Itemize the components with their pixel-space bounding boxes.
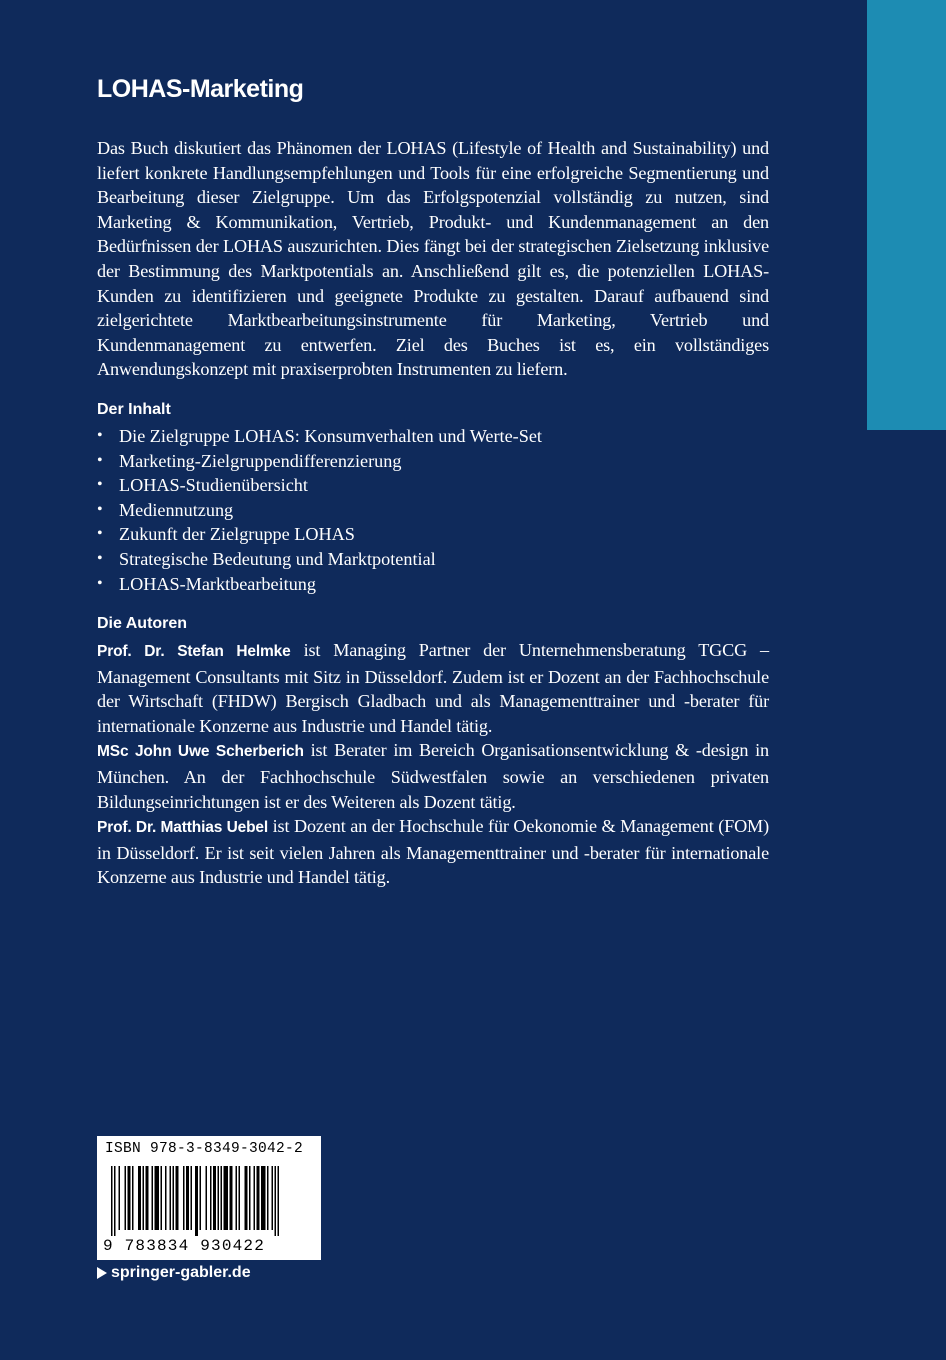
barcode-bar <box>155 1166 160 1230</box>
barcode-bar <box>239 1166 241 1230</box>
barcode-bar <box>213 1166 216 1230</box>
author-name: MSc John Uwe Scherberich <box>97 743 304 761</box>
barcode-bar <box>138 1166 141 1230</box>
list-item: • Marketing-Zielgruppendifferenzierung <box>97 449 769 474</box>
barcode-bar <box>206 1166 208 1230</box>
author-text: ist Managing Partner der Unternehmensberatung TGCG – Management Consultants mit Sitz in Düsseldorf. Zudem ist er Dozent an der Fachhochschule der Wirtschaft (FHDW) Bergisch Gladbach und als Managementtrainer und -berater für internationale Konzerne aus Industrie und Handel tätig. <box>97 640 770 736</box>
author-name: Prof. Dr. Stefan Helmke <box>97 643 291 661</box>
barcode-graphic <box>103 1166 315 1236</box>
barcode-bar <box>186 1166 189 1230</box>
barcode-bar <box>245 1166 248 1230</box>
authors-heading: Die Autoren <box>97 615 188 633</box>
barcode-bar <box>114 1166 116 1236</box>
list-item: • LOHAS-Studienübersicht <box>97 473 769 498</box>
barcode-bar <box>224 1166 229 1230</box>
barcode-bar <box>191 1166 193 1230</box>
isbn-barcode <box>97 1136 321 1260</box>
barcode-bar <box>170 1166 172 1230</box>
author-bio <box>97 814 769 890</box>
isbn-label: ISBN 978-3-8349-3042-2 <box>105 1141 304 1157</box>
back-cover-content <box>97 70 769 890</box>
author-bio <box>97 738 769 814</box>
barcode-bar <box>119 1166 121 1230</box>
barcode-bar <box>257 1166 260 1230</box>
list-item: • Strategische Bedeutung und Marktpotential <box>97 547 769 572</box>
barcode-bar <box>254 1166 256 1230</box>
barcode-bar <box>200 1166 202 1230</box>
author-text: ist Berater im Bereich Organisationsentwicklung & -design in München. An der Fachhochschule Südwestfalen sowie an verschiedenen privaten Bildungseinrichtungen ist er des Weiteren als Dozent tätig. <box>97 740 769 812</box>
barcode-bar <box>278 1166 280 1236</box>
barcode-bar <box>125 1166 127 1230</box>
list-item: • Die Zielgruppe LOHAS: Konsumverhalten und Werte-Set <box>97 424 769 449</box>
barcode-bar <box>173 1166 175 1230</box>
barcode-bar <box>146 1166 149 1230</box>
barcode-bar <box>218 1166 220 1230</box>
book-description: Das Buch diskutiert das Phänomen der LOHAS (Lifestyle of Health and Sustainability) und liefert konkrete Handlungsempfehlungen und Tools für eine erfolgreiche Segmentierung und Bearbeitung dieser Zielgruppe. Um das Erfolgspotenzial vollständig zu nutzen, sind Marketing & Kommunikation, Vertrieb, Produkt- und Kundenmanagement an den Bedürfnissen der LOHAS auszurichten. Dies fängt bei der strategischen Zielsetzung inklusive der Bestimmung des Marktpotentials an. Anschließend gilt es, die potenziellen LOHAS-Kunden zu identifizieren und geeignete Produkte zu gestalten. Darauf aufbauend sind zielgerichtete Marktbearbeitungsinstrumente für Marketing, Vertrieb und Kundenmanagement zu entwerfen. Ziel des Buches ist es, ein vollständiges Anwendungskonzept mit praxiserprobten Instrumenten zu liefern. <box>97 138 769 380</box>
barcode-bar <box>176 1166 179 1230</box>
barcode-bar <box>152 1166 154 1230</box>
arrow-right-icon <box>97 1267 107 1279</box>
barcode-bar <box>221 1166 223 1230</box>
barcode-digits: 9 783834 930422 <box>103 1237 266 1255</box>
barcode-bar <box>249 1166 251 1230</box>
accent-strip <box>867 0 946 430</box>
barcode-bar <box>143 1166 145 1230</box>
contents-heading: Der Inhalt <box>97 400 171 418</box>
barcode-bar <box>132 1166 134 1230</box>
author-bio <box>97 638 769 738</box>
list-item: • LOHAS-Marktbearbeitung <box>97 572 769 597</box>
author-text: ist Dozent an der Hochschule für Oekonomie & Management (FOM) in Düsseldorf. Er ist seit vielen Jahren als Managementtrainer und -berater für internationale Konzerne aus Industrie und Handel tätig. <box>97 816 769 888</box>
author-name: Prof. Dr. Matthias Uebel <box>97 819 269 837</box>
barcode-bar <box>165 1166 167 1230</box>
barcode-bar <box>261 1166 266 1230</box>
barcode-bar <box>275 1166 277 1236</box>
barcode-bar <box>230 1166 233 1230</box>
book-title: LOHAS-Marketing <box>97 75 304 103</box>
barcode-bar <box>128 1166 131 1230</box>
website-label: springer-gabler.de <box>111 1264 251 1281</box>
barcode-bar <box>183 1166 185 1230</box>
barcode-bar <box>267 1166 269 1230</box>
barcode-bar <box>161 1166 163 1230</box>
barcode-bar <box>236 1166 238 1230</box>
barcode-bar <box>111 1166 113 1236</box>
list-item: • Zukunft der Zielgruppe LOHAS <box>97 522 769 547</box>
barcode-bar <box>272 1166 274 1230</box>
contents-list <box>97 424 769 596</box>
publisher-link[interactable] <box>97 1264 251 1282</box>
list-item: • Mediennutzung <box>97 498 769 523</box>
barcode-bar <box>195 1166 198 1236</box>
barcode-bar <box>210 1166 212 1230</box>
